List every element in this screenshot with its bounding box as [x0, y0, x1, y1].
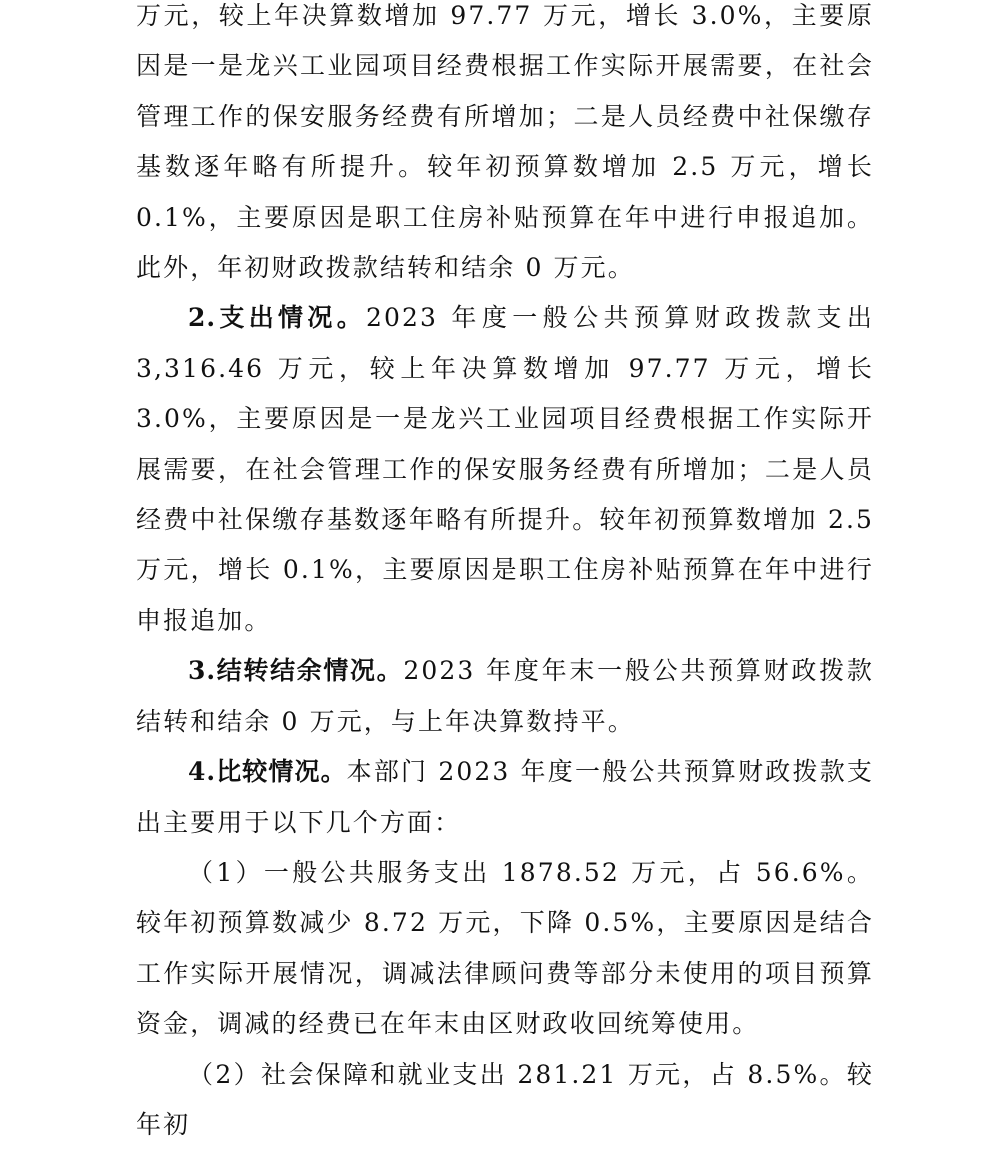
paragraph-comparison-text: 本部门 2023 年度一般公共预算财政拨款支出主要用于以下几个方面： [136, 757, 874, 837]
paragraph-carryover-heading: 3.结转结余情况。 [188, 656, 404, 686]
paragraph-carryover-text: 2023 年度年末一般公共预算财政拨款结转和结余 0 万元，与上年决算数持平。 [136, 656, 874, 736]
paragraph-comparison-heading: 4.比较情况。 [188, 757, 347, 787]
paragraph-item-general-public-services [136, 848, 874, 1050]
paragraph-item-2-text: （2）社会保障和就业支出 281.21 万元，占 8.5%。较年初 [136, 1059, 874, 1139]
paragraph-item-1-text: （1）一般公共服务支出 1878.52 万元，占 56.6%。较年初预算数减少 8.72 万元，下降 0.5%，主要原因是结合工作实际开展情况，调减法律顾问费等部分未使用的项目预算资金，调减的经费已在年末由区财政收回统筹使用。 [136, 857, 874, 1039]
paragraph-comparison [136, 747, 874, 848]
paragraph-1-continued [136, 0, 874, 293]
paragraph-1-text: 万元，较上年决算数增加 97.77 万元，增长 3.0%，主要原因是一是龙兴工业园项目经费根据工作实际开展需要，在社会管理工作的保安服务经费有所增加；二是人员经费中社保缴存基数逐年略有所提升。较年初预算数增加 2.5 万元，增长 0.1%，主要原因是职工住房补贴预算在年中进行申报追加。此外，年初财政拨款结转和结余 0 万元。 [136, 1, 874, 283]
paragraph-expenditure [136, 293, 874, 646]
paragraph-carryover [136, 646, 874, 747]
paragraph-item-social-security [136, 1050, 874, 1150]
document-page [136, 0, 874, 1150]
paragraph-expenditure-text: 2023 年度一般公共预算财政拨款支出 3,316.46 万元，较上年决算数增加 97.77 万元，增长 3.0%，主要原因是一是龙兴工业园项目经费根据工作实际开展需要，在社会管理工作的保安服务经费有所增加；二是人员经费中社保缴存基数逐年略有所提升。较年初预算数增加 2.5 万元，增长 0.1%，主要原因是职工住房补贴预算在年中进行申报追加。 [136, 303, 874, 635]
paragraph-expenditure-heading: 2.支出情况。 [188, 303, 367, 333]
